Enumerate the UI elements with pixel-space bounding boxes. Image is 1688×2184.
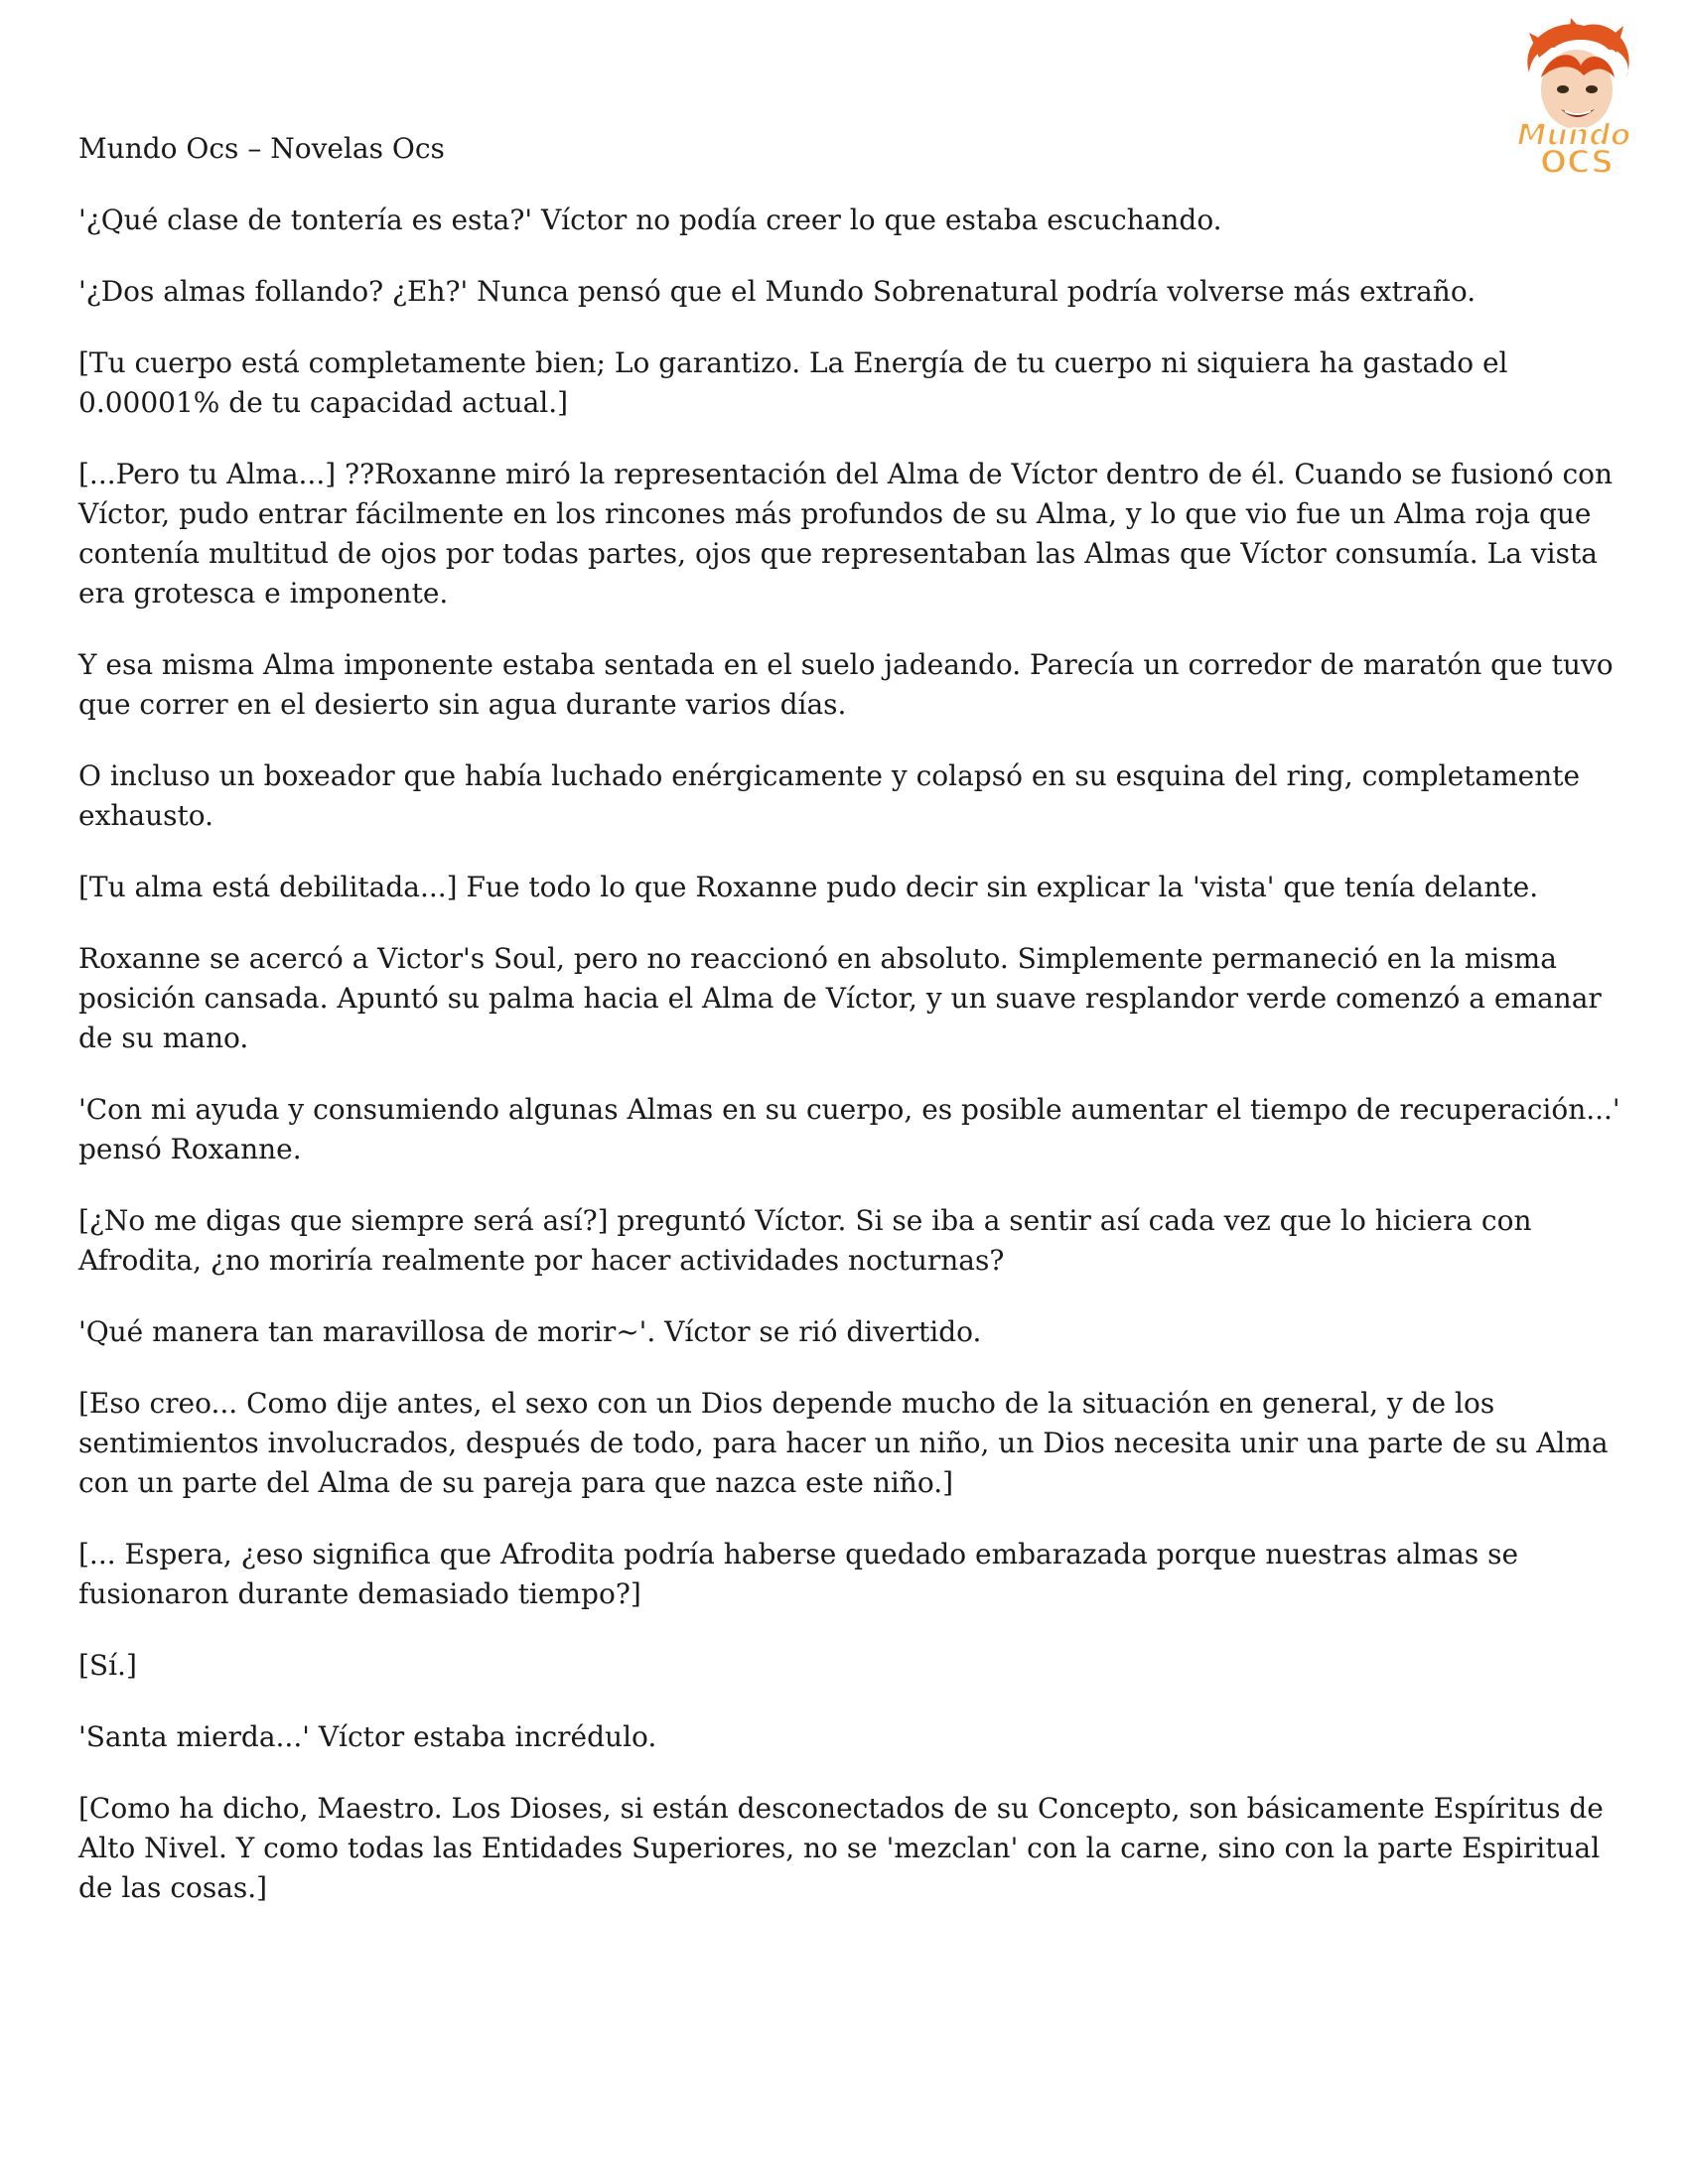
paragraph-12: [Eso creo... Como dije antes, el sexo con un Dios depende mucho de la situación en general, y de los sentimientos involucrados, después de todo, para hacer un niño, un Dios necesita unir una parte de su Alma con un parte del Alma de su pareja para que nazca este niño.] bbox=[78, 1387, 1609, 1499]
paragraph-16: [Como ha dicho, Maestro. Los Dioses, si están desconectados de su Concepto, son básicamente Espíritus de Alto Nivel. Y como todas las Entidades Superiores, no se 'mezclan' con la carne, sino con la parte Espiritual de las cosas.] bbox=[78, 1792, 1604, 1904]
paragraph-15: 'Santa mierda...' Víctor estaba incrédulo. bbox=[78, 1720, 657, 1753]
paragraph-7: [Tu alma está debilitada...] Fue todo lo que Roxanne pudo decir sin explicar la 'vista' que tenía delante. bbox=[78, 871, 1539, 903]
paragraph-10: [¿No me digas que siempre será así?] preguntó Víctor. Si se iba a sentir así cada vez que lo hiciera con Afrodita, ¿no moriría realmente por hacer actividades nocturnas? bbox=[78, 1204, 1532, 1277]
document-header: Mundo Ocs – Novelas Ocs bbox=[78, 132, 445, 165]
paragraph-11: 'Qué manera tan maravillosa de morir~'. Víctor se rió divertido. bbox=[78, 1315, 982, 1348]
paragraph-6: O incluso un boxeador que había luchado enérgicamente y colapsó en su esquina del ring, completamente exhausto. bbox=[78, 759, 1581, 832]
svg-text:OCS: OCS bbox=[1539, 143, 1615, 177]
paragraph-9: 'Con mi ayuda y consumiendo algunas Almas en su cuerpo, es posible aumentar el tiempo de recuperación...' pensó Roxanne. bbox=[78, 1093, 1620, 1165]
paragraph-8: Roxanne se acercó a Victor's Soul, pero no reaccionó en absoluto. Simplemente permaneció en la misma posición cansada. Apuntó su palma hacia el Alma de Víctor, y un suave resplandor verde comenzó a emanar de su mano. bbox=[78, 942, 1602, 1054]
paragraph-1: '¿Qué clase de tontería es esta?' Víctor no podía creer lo que estaba escuchando. bbox=[78, 204, 1222, 236]
paragraph-14: [Sí.] bbox=[78, 1649, 137, 1682]
paragraph-4: [...Pero tu Alma...] ??Roxanne miró la representación del Alma de Víctor dentro de él. Cuando se fusionó con Víctor, pudo entrar fácilmente en los rincones más profundos de su Alma, y lo que vio fue un Alma roja que contenía multitud de ojos por todas partes, ojos que representaban las Almas que Víctor consumía. La vista era grotesca e imponente. bbox=[78, 458, 1614, 610]
paragraph-3: [Tu cuerpo está completamente bien; Lo garantizo. La Energía de tu cuerpo ni siquiera ha gastado el 0.00001% de tu capacidad actual.] bbox=[78, 346, 1508, 419]
svg-text:Mundo: Mundo bbox=[1516, 118, 1631, 153]
paragraph-13: [... Espera, ¿eso significa que Afrodita podría haberse quedado embarazada porque nuestras almas se fusionaron durante demasiado tiempo?] bbox=[78, 1538, 1519, 1610]
paragraph-5: Y esa misma Alma imponente estaba sentada en el suelo jadeando. Parecía un corredor de maratón que tuvo que correr en el desierto sin agua durante varios días. bbox=[78, 648, 1614, 721]
document-body bbox=[78, 129, 1627, 1940]
paragraph-2: '¿Dos almas follando? ¿Eh?' Nunca pensó que el Mundo Sobrenatural podría volverse más extraño. bbox=[78, 275, 1477, 308]
